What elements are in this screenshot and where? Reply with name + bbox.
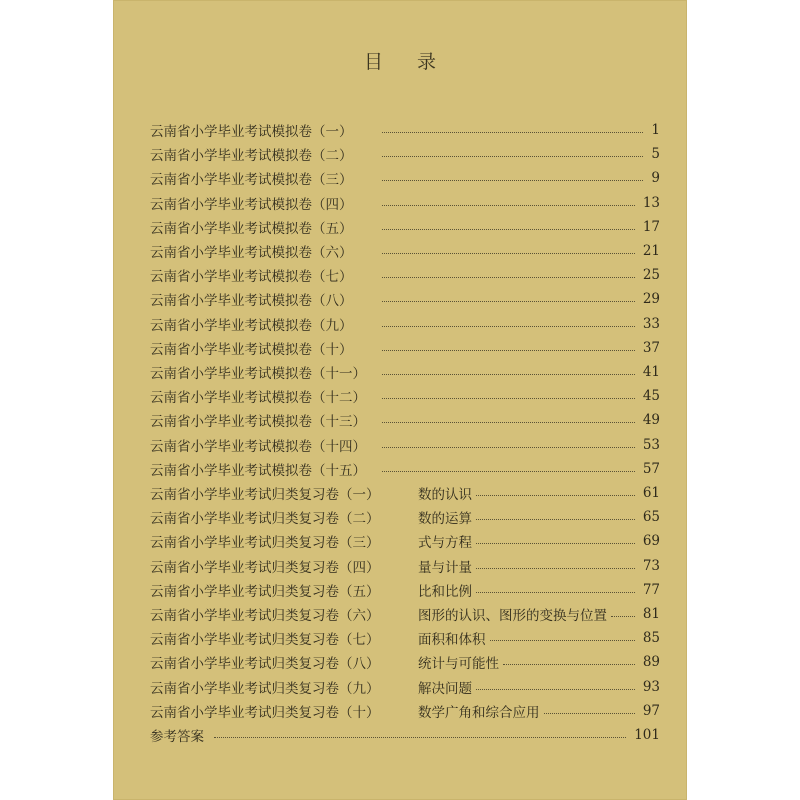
dot-leader bbox=[490, 640, 635, 641]
toc-entry-title: 云南省小学毕业考试模拟卷（五） bbox=[150, 220, 353, 237]
toc-entry-title: 云南省小学毕业考试模拟卷（四） bbox=[150, 196, 353, 213]
dot-leader bbox=[382, 205, 635, 206]
dot-leader bbox=[476, 519, 635, 520]
toc-entry-title: 云南省小学毕业考试模拟卷（八） bbox=[150, 293, 353, 310]
toc-entry-page-number: 53 bbox=[642, 436, 660, 453]
dot-leader bbox=[382, 398, 635, 399]
toc-entry-page-number: 65 bbox=[642, 509, 660, 526]
toc-entry-title: 云南省小学毕业考试模拟卷（九） bbox=[150, 317, 353, 334]
page-title: 目 录 bbox=[363, 51, 451, 73]
toc-entry-page-number: 93 bbox=[642, 678, 660, 695]
toc-entry-topic: 量与计量 bbox=[418, 559, 472, 576]
toc-entry-title: 参考答案 bbox=[150, 729, 204, 745]
dot-leader bbox=[476, 495, 635, 496]
dot-leader bbox=[544, 713, 635, 714]
toc-entry[interactable] bbox=[150, 312, 660, 336]
toc-entry-page-number: 101 bbox=[634, 727, 660, 743]
toc-entry-title: 云南省小学毕业考试模拟卷（二） bbox=[150, 148, 353, 165]
toc-entry-topic: 统计与可能性 bbox=[418, 656, 499, 673]
dot-leader bbox=[382, 447, 635, 448]
toc-entry-page-number: 37 bbox=[642, 339, 660, 356]
toc-entry-page-number: 49 bbox=[642, 412, 660, 429]
toc-entry[interactable] bbox=[150, 215, 660, 239]
dot-leader bbox=[382, 350, 635, 351]
toc-entry[interactable] bbox=[150, 481, 660, 505]
toc-entry[interactable] bbox=[150, 118, 660, 142]
toc-entry[interactable] bbox=[150, 626, 660, 650]
toc-entry[interactable] bbox=[150, 142, 660, 166]
toc-entry[interactable] bbox=[150, 554, 660, 578]
toc-entry-topic: 面积和体积 bbox=[418, 632, 486, 649]
toc-entry-topic: 数的认识 bbox=[418, 487, 472, 503]
toc-entry-page-number: 13 bbox=[642, 194, 660, 211]
toc-entry-title: 云南省小学毕业考试模拟卷（七） bbox=[150, 269, 353, 286]
toc-entry-page-number: 33 bbox=[642, 315, 660, 332]
toc-entry-page-number: 29 bbox=[642, 291, 660, 308]
toc-entry-title: 云南省小学毕业考试模拟卷（十二） bbox=[150, 390, 366, 407]
toc-entry-topic: 数的运算 bbox=[418, 511, 472, 528]
toc-entry[interactable] bbox=[150, 336, 660, 360]
toc-entry[interactable] bbox=[150, 360, 660, 384]
dot-leader bbox=[382, 132, 643, 133]
toc-entry[interactable] bbox=[150, 239, 660, 263]
toc-entry[interactable] bbox=[150, 650, 660, 674]
toc-entry-title: 云南省小学毕业考试模拟卷（六） bbox=[150, 245, 353, 261]
dot-leader bbox=[382, 277, 635, 278]
toc-entry[interactable] bbox=[150, 457, 660, 481]
toc-entry-title: 云南省小学毕业考试模拟卷（十一） bbox=[150, 366, 366, 382]
toc-entry[interactable] bbox=[150, 699, 660, 723]
toc-entry-topic: 解决问题 bbox=[418, 680, 472, 697]
toc-entry-title: 云南省小学毕业考试归类复习卷（二） bbox=[150, 511, 380, 528]
toc-entry-page-number: 77 bbox=[642, 581, 660, 598]
toc-entry-page-number: 17 bbox=[642, 218, 660, 235]
dot-leader bbox=[382, 229, 635, 230]
toc-entry[interactable] bbox=[150, 675, 660, 699]
dot-leader bbox=[382, 156, 643, 157]
toc-entry-title: 云南省小学毕业考试模拟卷（十） bbox=[150, 341, 353, 358]
toc-entry-title: 云南省小学毕业考试模拟卷（三） bbox=[150, 172, 353, 189]
toc-entry[interactable] bbox=[150, 602, 660, 626]
dot-leader bbox=[382, 180, 643, 181]
toc-entry-page-number: 61 bbox=[642, 485, 660, 501]
dot-leader bbox=[382, 326, 635, 327]
toc-entry-page-number: 9 bbox=[651, 170, 660, 187]
toc-entry-topic: 数学广角和综合应用 bbox=[418, 704, 540, 721]
toc-entry-page-number: 69 bbox=[642, 533, 660, 550]
toc-entry[interactable] bbox=[150, 166, 660, 190]
toc-entry-topic: 比和比例 bbox=[418, 583, 472, 600]
toc-entry-page-number: 89 bbox=[642, 654, 660, 671]
toc-entry[interactable] bbox=[150, 191, 660, 215]
toc-entry[interactable] bbox=[150, 723, 660, 747]
toc-entry-page-number: 97 bbox=[642, 702, 660, 719]
dot-leader bbox=[476, 543, 635, 544]
toc-entry[interactable] bbox=[150, 287, 660, 311]
dot-leader bbox=[382, 253, 635, 254]
toc-entry[interactable] bbox=[150, 263, 660, 287]
dot-leader bbox=[611, 616, 635, 617]
dot-leader bbox=[382, 301, 635, 302]
toc-entry-title: 云南省小学毕业考试归类复习卷（十） bbox=[150, 704, 380, 721]
toc-entry-title: 云南省小学毕业考试模拟卷（十五） bbox=[150, 462, 366, 479]
dot-leader bbox=[382, 471, 635, 472]
toc-entry-page-number: 85 bbox=[642, 630, 660, 647]
toc-entry-title: 云南省小学毕业考试归类复习卷（一） bbox=[150, 487, 380, 503]
toc-entry-title: 云南省小学毕业考试归类复习卷（八） bbox=[150, 656, 380, 673]
toc-entry-title: 云南省小学毕业考试模拟卷（一） bbox=[150, 124, 353, 140]
toc-entry-page-number: 57 bbox=[642, 460, 660, 477]
toc-entry[interactable] bbox=[150, 433, 660, 457]
toc-entry-page-number: 5 bbox=[651, 146, 660, 163]
toc-entry-title: 云南省小学毕业考试归类复习卷（三） bbox=[150, 535, 380, 552]
toc-entry[interactable] bbox=[150, 578, 660, 602]
toc-entry[interactable] bbox=[150, 384, 660, 408]
dot-leader bbox=[382, 374, 635, 375]
toc-entry-topic: 图形的认识、图形的变换与位置 bbox=[418, 608, 607, 624]
toc-entry-page-number: 73 bbox=[642, 557, 660, 574]
dot-leader bbox=[382, 422, 635, 423]
toc-entry-page-number: 21 bbox=[642, 243, 660, 259]
toc-entry-title: 云南省小学毕业考试归类复习卷（七） bbox=[150, 632, 380, 649]
toc-entry[interactable] bbox=[150, 408, 660, 432]
dot-leader bbox=[476, 689, 635, 690]
toc-entry-title: 云南省小学毕业考试模拟卷（十三） bbox=[150, 414, 366, 431]
toc-entry-page-number: 41 bbox=[642, 364, 660, 380]
toc-entry-title: 云南省小学毕业考试归类复习卷（九） bbox=[150, 680, 380, 697]
toc-entry-page-number: 45 bbox=[642, 388, 660, 405]
toc-entry-title: 云南省小学毕业考试模拟卷（十四） bbox=[150, 438, 366, 455]
toc-entry-title: 云南省小学毕业考试归类复习卷（四） bbox=[150, 559, 380, 576]
toc-entry-topic: 式与方程 bbox=[418, 535, 472, 552]
toc-entry-title: 云南省小学毕业考试归类复习卷（五） bbox=[150, 583, 380, 600]
toc-entry[interactable] bbox=[150, 505, 660, 529]
toc-entry-page-number: 81 bbox=[642, 606, 660, 622]
toc-entry[interactable] bbox=[150, 529, 660, 553]
toc-entry-page-number: 1 bbox=[651, 122, 660, 138]
dot-leader bbox=[476, 592, 635, 593]
dot-leader bbox=[214, 737, 626, 738]
dot-leader bbox=[503, 664, 635, 665]
toc-entry-title: 云南省小学毕业考试归类复习卷（六） bbox=[150, 608, 380, 624]
book-page bbox=[113, 0, 687, 800]
dot-leader bbox=[476, 568, 635, 569]
toc-entry-page-number: 25 bbox=[642, 267, 660, 284]
